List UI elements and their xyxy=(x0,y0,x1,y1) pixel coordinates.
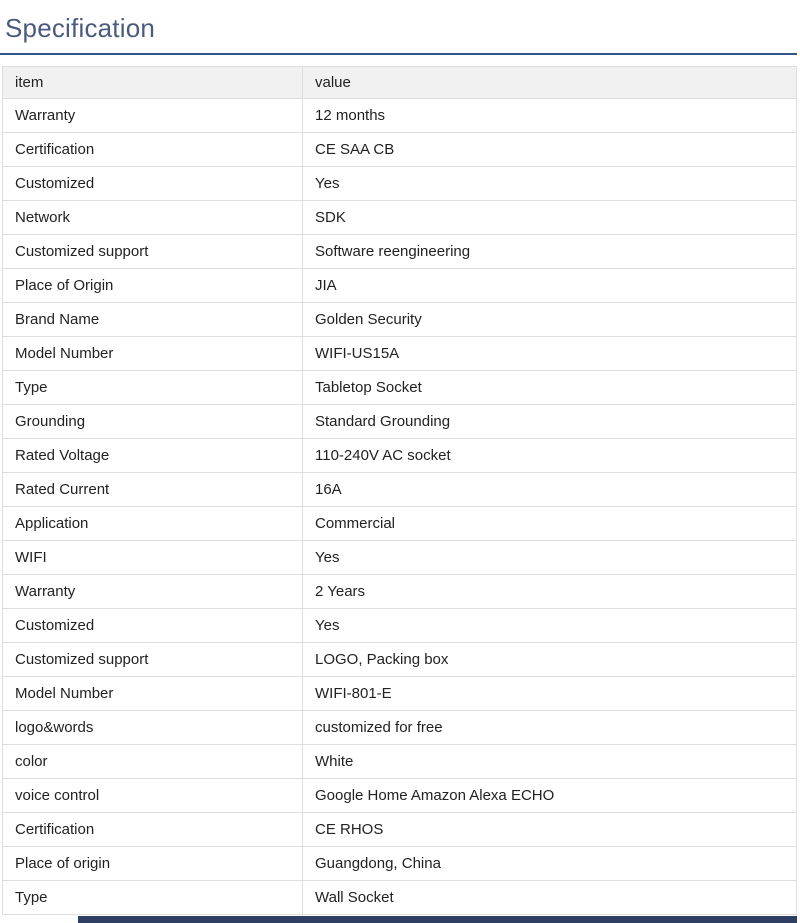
table-row xyxy=(3,881,797,915)
page-title: Specification xyxy=(5,13,156,43)
item-cell: Application xyxy=(3,507,303,541)
value-cell: Yes xyxy=(303,167,797,201)
value-cell: CE SAA CB xyxy=(303,133,797,167)
item-cell: voice control xyxy=(3,779,303,813)
bottom-bar xyxy=(78,916,797,923)
value-cell: Tabletop Socket xyxy=(303,371,797,405)
item-cell: Certification xyxy=(3,133,303,167)
table-row xyxy=(3,609,797,643)
table-row xyxy=(3,847,797,881)
table-row xyxy=(3,167,797,201)
table-row xyxy=(3,337,797,371)
item-cell: Customized xyxy=(3,167,303,201)
value-cell: Standard Grounding xyxy=(303,405,797,439)
table-row xyxy=(3,575,797,609)
spec-table-body xyxy=(3,99,797,915)
value-cell: 16A xyxy=(303,473,797,507)
table-row xyxy=(3,269,797,303)
table-row xyxy=(3,643,797,677)
item-cell: Model Number xyxy=(3,677,303,711)
item-cell: logo&words xyxy=(3,711,303,745)
table-row xyxy=(3,235,797,269)
item-cell: Place of origin xyxy=(3,847,303,881)
table-row xyxy=(3,371,797,405)
value-cell: Yes xyxy=(303,541,797,575)
table-row xyxy=(3,541,797,575)
table-row xyxy=(3,507,797,541)
item-cell: Customized support xyxy=(3,643,303,677)
table-row xyxy=(3,133,797,167)
item-cell: Type xyxy=(3,371,303,405)
value-cell: customized for free xyxy=(303,711,797,745)
item-cell: Brand Name xyxy=(3,303,303,337)
table-row xyxy=(3,473,797,507)
item-cell: Warranty xyxy=(3,99,303,133)
value-cell: CE RHOS xyxy=(303,813,797,847)
table-row xyxy=(3,201,797,235)
item-cell: Rated Voltage xyxy=(3,439,303,473)
table-row xyxy=(3,711,797,745)
item-cell: Warranty xyxy=(3,575,303,609)
table-row xyxy=(3,439,797,473)
value-cell: Golden Security xyxy=(303,303,797,337)
spec-table-header xyxy=(3,67,797,99)
table-row xyxy=(3,779,797,813)
value-cell: JIA xyxy=(303,269,797,303)
item-cell: Grounding xyxy=(3,405,303,439)
table-row xyxy=(3,99,797,133)
table-row xyxy=(3,745,797,779)
value-cell: Google Home Amazon Alexa ECHO xyxy=(303,779,797,813)
item-cell: Type xyxy=(3,881,303,915)
value-cell: Software reengineering xyxy=(303,235,797,269)
value-cell: Guangdong, China xyxy=(303,847,797,881)
item-cell: color xyxy=(3,745,303,779)
item-cell: Model Number xyxy=(3,337,303,371)
item-cell: WIFI xyxy=(3,541,303,575)
value-cell: 12 months xyxy=(303,99,797,133)
item-cell: Certification xyxy=(3,813,303,847)
value-cell: White xyxy=(303,745,797,779)
value-cell: WIFI-US15A xyxy=(303,337,797,371)
table-row xyxy=(3,405,797,439)
header-row xyxy=(3,67,797,99)
table-row xyxy=(3,303,797,337)
column-header-value: value xyxy=(303,67,797,99)
value-cell: 110-240V AC socket xyxy=(303,439,797,473)
value-cell: Commercial xyxy=(303,507,797,541)
value-cell: 2 Years xyxy=(303,575,797,609)
spec-table xyxy=(2,66,797,915)
value-cell: LOGO, Packing box xyxy=(303,643,797,677)
value-cell: SDK xyxy=(303,201,797,235)
title-underline xyxy=(0,53,797,55)
item-cell: Rated Current xyxy=(3,473,303,507)
value-cell: WIFI-801-E xyxy=(303,677,797,711)
item-cell: Customized support xyxy=(3,235,303,269)
value-cell: Wall Socket xyxy=(303,881,797,915)
column-header-item: item xyxy=(3,67,303,99)
table-row xyxy=(3,813,797,847)
item-cell: Place of Origin xyxy=(3,269,303,303)
item-cell: Network xyxy=(3,201,303,235)
value-cell: Yes xyxy=(303,609,797,643)
table-row xyxy=(3,677,797,711)
item-cell: Customized xyxy=(3,609,303,643)
